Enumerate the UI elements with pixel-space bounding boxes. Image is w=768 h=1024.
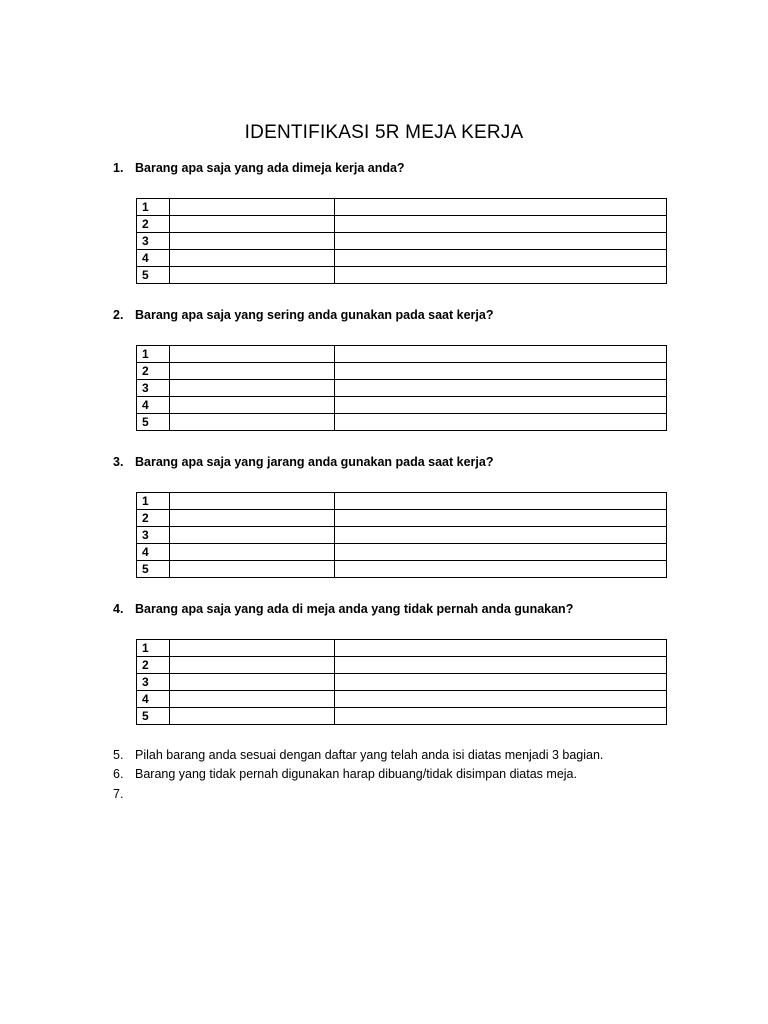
question-text: Barang apa saja yang ada dimeja kerja anda? — [135, 161, 405, 175]
row-number: 2 — [137, 216, 170, 233]
table-row — [137, 674, 667, 691]
answer-cell[interactable] — [170, 267, 335, 284]
answer-cell[interactable] — [170, 233, 335, 250]
row-number: 1 — [137, 346, 170, 363]
row-number: 2 — [137, 657, 170, 674]
table-row — [137, 691, 667, 708]
answer-cell[interactable] — [170, 674, 335, 691]
answer-table-1 — [136, 198, 667, 284]
question-3 — [113, 455, 493, 469]
row-number: 5 — [137, 561, 170, 578]
row-number: 5 — [137, 708, 170, 725]
answer-cell[interactable] — [335, 199, 667, 216]
answer-cell[interactable] — [170, 346, 335, 363]
table-row — [137, 233, 667, 250]
answer-cell[interactable] — [335, 640, 667, 657]
row-number: 3 — [137, 380, 170, 397]
answer-cell[interactable] — [335, 493, 667, 510]
question-number: 4. — [113, 602, 124, 616]
table-row — [137, 250, 667, 267]
question-text: Barang apa saja yang jarang anda gunakan pada saat kerja? — [135, 455, 494, 469]
answer-cell[interactable] — [335, 691, 667, 708]
table-row — [137, 708, 667, 725]
answer-cell[interactable] — [170, 493, 335, 510]
answer-cell[interactable] — [170, 510, 335, 527]
answer-cell[interactable] — [170, 657, 335, 674]
instruction-7 — [113, 787, 135, 801]
row-number: 2 — [137, 363, 170, 380]
question-number: 3. — [113, 455, 124, 469]
table-row — [137, 346, 667, 363]
answer-cell[interactable] — [170, 561, 335, 578]
question-text: Barang apa saja yang sering anda gunakan pada saat kerja? — [135, 308, 494, 322]
row-number: 2 — [137, 510, 170, 527]
answer-cell[interactable] — [170, 250, 335, 267]
instruction-number: 5. — [113, 748, 124, 762]
row-number: 1 — [137, 640, 170, 657]
table-row — [137, 544, 667, 561]
table-row — [137, 380, 667, 397]
answer-cell[interactable] — [335, 708, 667, 725]
table-row — [137, 414, 667, 431]
table-row — [137, 493, 667, 510]
table-row — [137, 363, 667, 380]
document-title: IDENTIFIKASI 5R MEJA KERJA — [244, 122, 524, 143]
answer-cell[interactable] — [170, 380, 335, 397]
answer-cell[interactable] — [170, 640, 335, 657]
answer-cell[interactable] — [335, 674, 667, 691]
instruction-5 — [113, 748, 603, 762]
answer-cell[interactable] — [170, 544, 335, 561]
answer-cell[interactable] — [335, 267, 667, 284]
answer-cell[interactable] — [335, 544, 667, 561]
answer-cell[interactable] — [335, 233, 667, 250]
row-number: 4 — [137, 397, 170, 414]
question-1 — [113, 161, 405, 175]
row-number: 4 — [137, 691, 170, 708]
answer-cell[interactable] — [170, 708, 335, 725]
instruction-number: 6. — [113, 767, 124, 781]
table-row — [137, 527, 667, 544]
table-row — [137, 640, 667, 657]
row-number: 1 — [137, 199, 170, 216]
answer-cell[interactable] — [170, 199, 335, 216]
answer-cell[interactable] — [335, 380, 667, 397]
answer-cell[interactable] — [335, 510, 667, 527]
table-row — [137, 216, 667, 233]
answer-table-2 — [136, 345, 667, 431]
row-number: 5 — [137, 267, 170, 284]
row-number: 3 — [137, 233, 170, 250]
instruction-text: Barang yang tidak pernah digunakan harap dibuang/tidak disimpan diatas meja. — [135, 767, 577, 781]
table-row — [137, 267, 667, 284]
answer-cell[interactable] — [170, 216, 335, 233]
row-number: 4 — [137, 544, 170, 561]
row-number: 4 — [137, 250, 170, 267]
question-2 — [113, 308, 493, 322]
row-number: 5 — [137, 414, 170, 431]
question-number: 2. — [113, 308, 124, 322]
answer-cell[interactable] — [170, 527, 335, 544]
row-number: 3 — [137, 674, 170, 691]
answer-table-3 — [136, 492, 667, 578]
answer-cell[interactable] — [335, 527, 667, 544]
answer-cell[interactable] — [170, 363, 335, 380]
answer-cell[interactable] — [335, 414, 667, 431]
instruction-6 — [113, 767, 577, 781]
answer-cell[interactable] — [335, 346, 667, 363]
row-number: 3 — [137, 527, 170, 544]
answer-cell[interactable] — [335, 561, 667, 578]
answer-cell[interactable] — [170, 414, 335, 431]
table-row — [137, 657, 667, 674]
answer-cell[interactable] — [335, 250, 667, 267]
answer-cell[interactable] — [335, 216, 667, 233]
table-row — [137, 510, 667, 527]
row-number: 1 — [137, 493, 170, 510]
instruction-number: 7. — [113, 787, 124, 801]
question-4 — [113, 602, 573, 616]
answer-cell[interactable] — [170, 397, 335, 414]
instruction-text: Pilah barang anda sesuai dengan daftar yang telah anda isi diatas menjadi 3 bagian. — [135, 748, 604, 762]
answer-cell[interactable] — [170, 691, 335, 708]
table-row — [137, 199, 667, 216]
question-text: Barang apa saja yang ada di meja anda yang tidak pernah anda gunakan? — [135, 602, 574, 616]
answer-cell[interactable] — [335, 397, 667, 414]
table-row — [137, 397, 667, 414]
table-row — [137, 561, 667, 578]
answer-cell[interactable] — [335, 363, 667, 380]
question-number: 1. — [113, 161, 124, 175]
answer-cell[interactable] — [335, 657, 667, 674]
answer-table-4 — [136, 639, 667, 725]
